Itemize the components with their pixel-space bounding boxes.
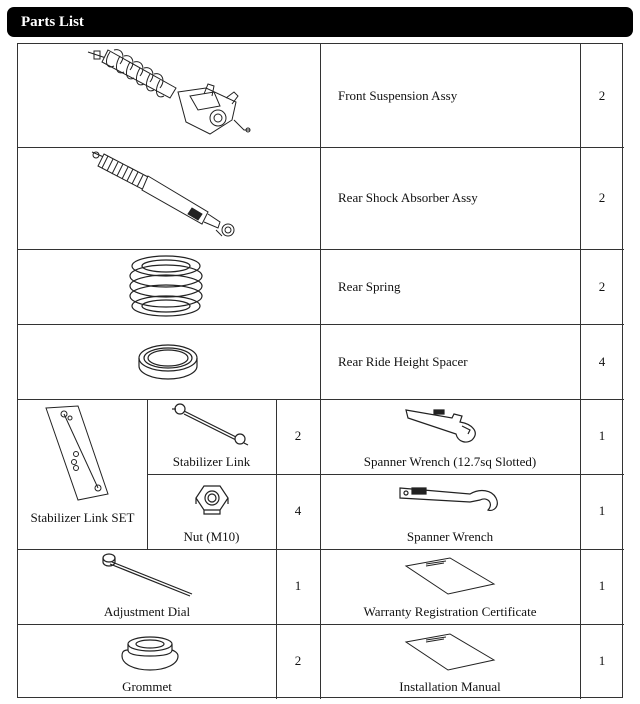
- front-suspension-illustration: [86, 46, 256, 144]
- part-quantity: 2: [294, 653, 302, 668]
- part-quantity: 1: [598, 428, 606, 443]
- spanner-wrench-illustration: [396, 480, 506, 516]
- stabilizer-link-illustration: [170, 401, 250, 447]
- rear-shock-illustration: [90, 150, 240, 242]
- part-quantity: 1: [598, 653, 606, 668]
- col-divider: [320, 44, 321, 699]
- rear-spacer-illustration: [136, 342, 200, 382]
- spanner-slotted-illustration: [402, 404, 502, 446]
- installation-manual-illustration: [404, 632, 498, 672]
- parts-table: [17, 43, 623, 698]
- row-divider: [147, 474, 624, 475]
- part-quantity: 2: [294, 428, 302, 443]
- part-name: Spanner Wrench: [406, 529, 494, 544]
- part-name: Nut (M10): [183, 529, 240, 544]
- part-quantity: 2: [598, 88, 606, 103]
- part-name: Rear Spring: [338, 279, 401, 294]
- header-title: Parts List: [21, 14, 84, 30]
- part-name: Front Suspension Assy: [338, 88, 458, 103]
- row-divider: [18, 624, 624, 625]
- part-name: Installation Manual: [399, 679, 501, 694]
- part-name: Warranty Registration Certificate: [363, 604, 537, 619]
- row-divider: [18, 324, 624, 325]
- part-quantity: 4: [598, 354, 606, 369]
- part-quantity: 4: [294, 503, 302, 518]
- row-divider: [18, 399, 624, 400]
- col-divider: [580, 44, 581, 699]
- part-name: Spanner Wrench (12.7sq Slotted): [363, 454, 537, 469]
- part-quantity: 2: [598, 279, 606, 294]
- part-name: Grommet: [122, 679, 172, 694]
- part-quantity: 1: [598, 578, 606, 593]
- part-quantity: 2: [598, 190, 606, 205]
- nut-illustration: [194, 482, 230, 518]
- adjustment-dial-illustration: [98, 550, 194, 600]
- part-name: Rear Shock Absorber Assy: [338, 190, 478, 205]
- part-name: Stabilizer Link SET: [30, 510, 135, 525]
- warranty-certificate-illustration: [404, 556, 498, 596]
- col-divider: [147, 399, 148, 549]
- stabilizer-link-set-illustration: [42, 404, 112, 504]
- part-name: Stabilizer Link: [172, 454, 251, 469]
- rear-spring-illustration: [126, 252, 206, 320]
- part-quantity: 1: [294, 578, 302, 593]
- part-quantity: 1: [598, 503, 606, 518]
- grommet-illustration: [118, 634, 182, 676]
- part-name: Rear Ride Height Spacer: [338, 354, 468, 369]
- row-divider: [18, 249, 624, 250]
- row-divider: [18, 147, 624, 148]
- part-name: Adjustment Dial: [103, 604, 191, 619]
- parts-list-header: [7, 7, 633, 37]
